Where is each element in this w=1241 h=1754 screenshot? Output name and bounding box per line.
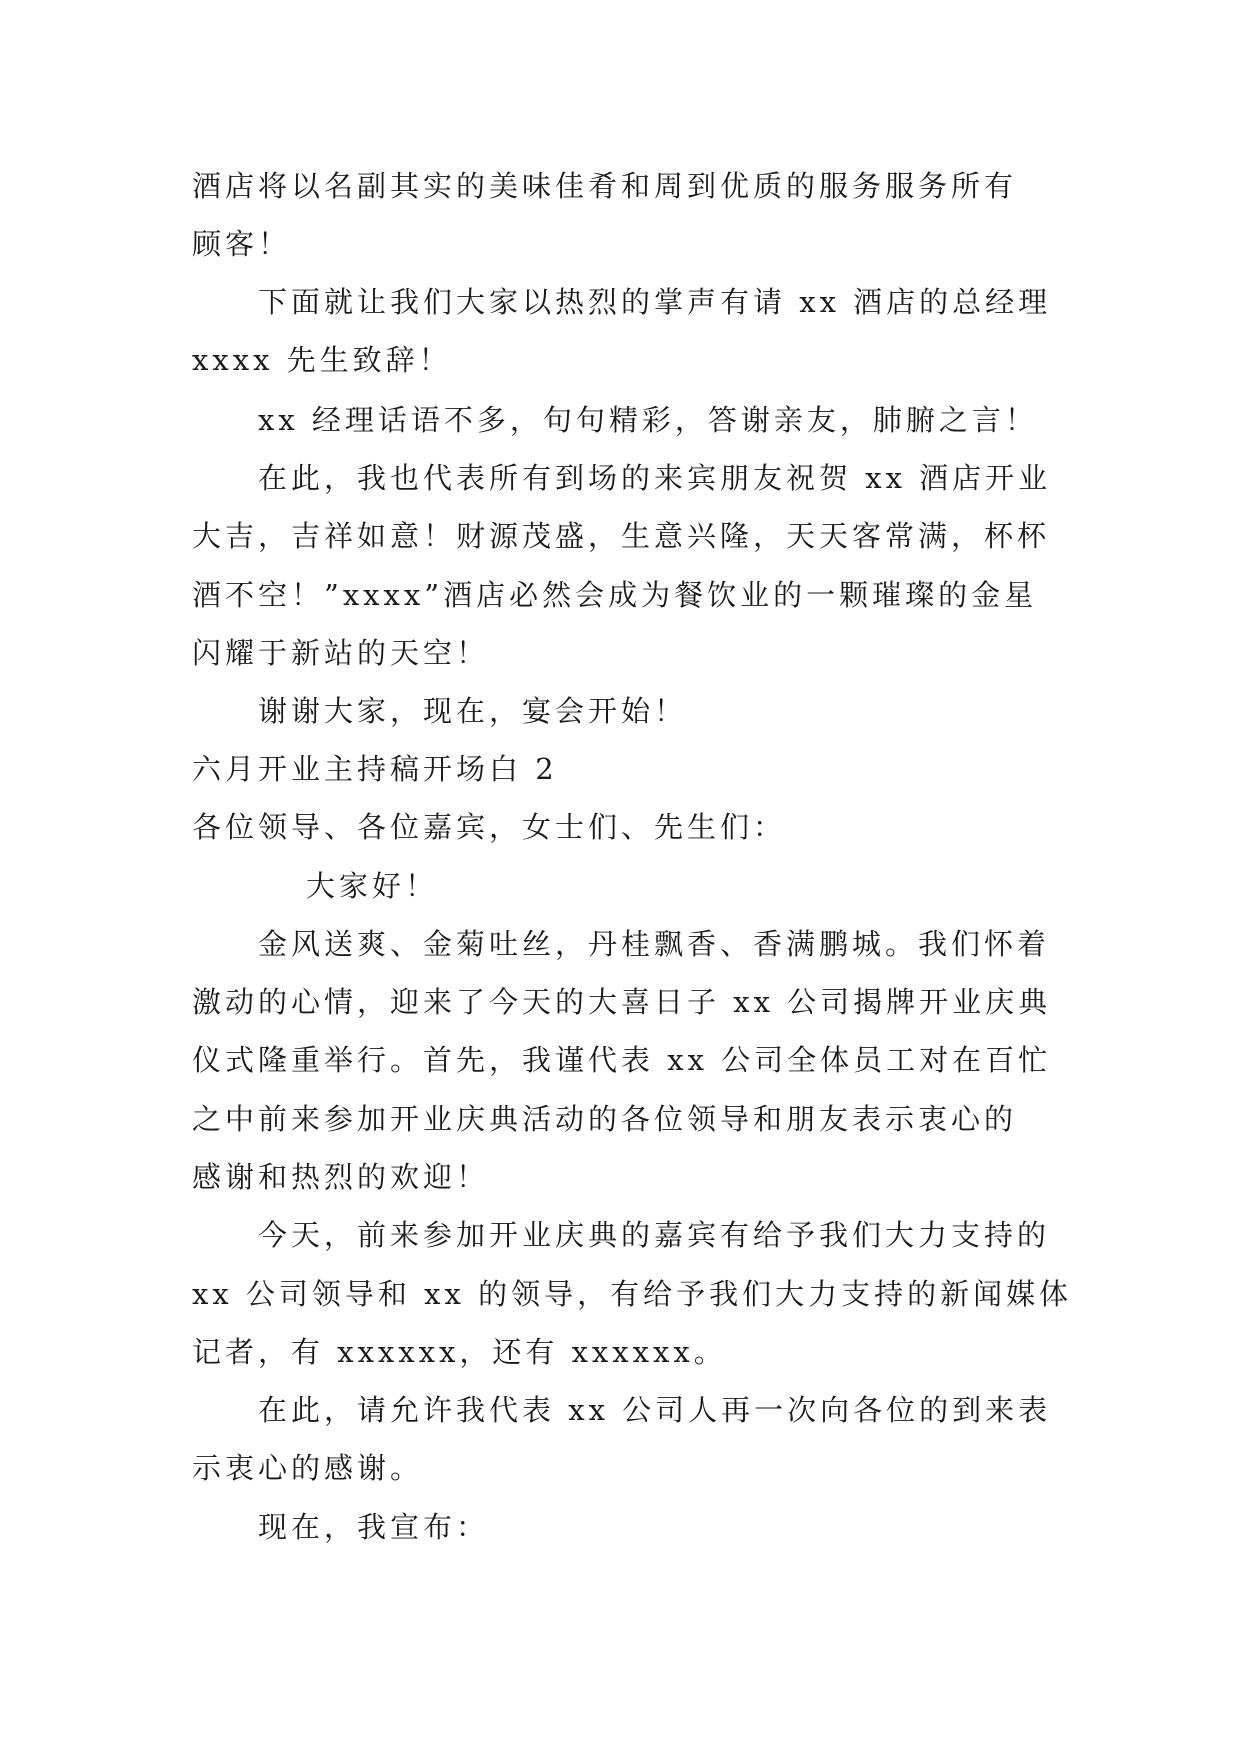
- text-line: xx 公司领导和 xx 的领导，有给予我们大力支持的新闻媒体: [192, 1277, 1073, 1311]
- section-heading: 六月开业主持稿开场白 2: [192, 752, 558, 786]
- text-line: 在此，我也代表所有到场的来宾朋友祝贺 xx 酒店开业: [258, 461, 1052, 495]
- text-line: xxxx 先生致辞！: [192, 343, 452, 377]
- text-line: 下面就让我们大家以热烈的掌声有请 xx 酒店的总经理: [258, 285, 1052, 319]
- text-line: xx 经理话语不多，句句精彩，答谢亲友，肺腑之言！: [258, 403, 1038, 437]
- text-line: 在此，请允许我代表 xx 公司人再一次向各位的到来表: [258, 1393, 1052, 1427]
- text-line: 仪式隆重举行。首先，我谨代表 xx 公司全体员工对在百忙: [192, 1043, 1052, 1077]
- text-line: 大吉，吉祥如意！财源茂盛，生意兴隆，天天客常满，杯杯: [192, 519, 1051, 553]
- text-line: 示衷心的感谢。: [192, 1451, 424, 1485]
- text-line: 金风送爽、金菊吐丝，丹桂飘香、香满鹏城。我们怀着: [258, 927, 1051, 961]
- text-line: 闪耀于新站的天空！: [192, 636, 490, 670]
- text-line: 顾客！: [192, 227, 292, 261]
- text-line: 酒不空！”xxxx”酒店必然会成为餐饮业的一颗璀璨的金星: [192, 578, 1038, 612]
- text-line: 现在，我宣布：: [258, 1510, 490, 1544]
- text-line: 谢谢大家，现在，宴会开始！: [258, 694, 688, 728]
- text-line: 各位领导、各位嘉宾，女士们、先生们：: [192, 810, 787, 844]
- text-line: 今天，前来参加开业庆典的嘉宾有给予我们大力支持的: [258, 1218, 1051, 1252]
- text-line: 感谢和热烈的欢迎！: [192, 1160, 490, 1194]
- text-line: 酒店将以名副其实的美味佳肴和周到优质的服务服务所有: [192, 169, 1018, 203]
- text-line: 激动的心情，迎来了今天的大喜日子 xx 公司揭牌开业庆典: [192, 985, 1052, 1019]
- text-line: 之中前来参加开业庆典活动的各位领导和朋友表示衷心的: [192, 1102, 1018, 1136]
- text-line: 记者，有 xxxxxx，还有 xxxxxx。: [192, 1335, 727, 1369]
- text-line: 大家好！: [306, 869, 439, 903]
